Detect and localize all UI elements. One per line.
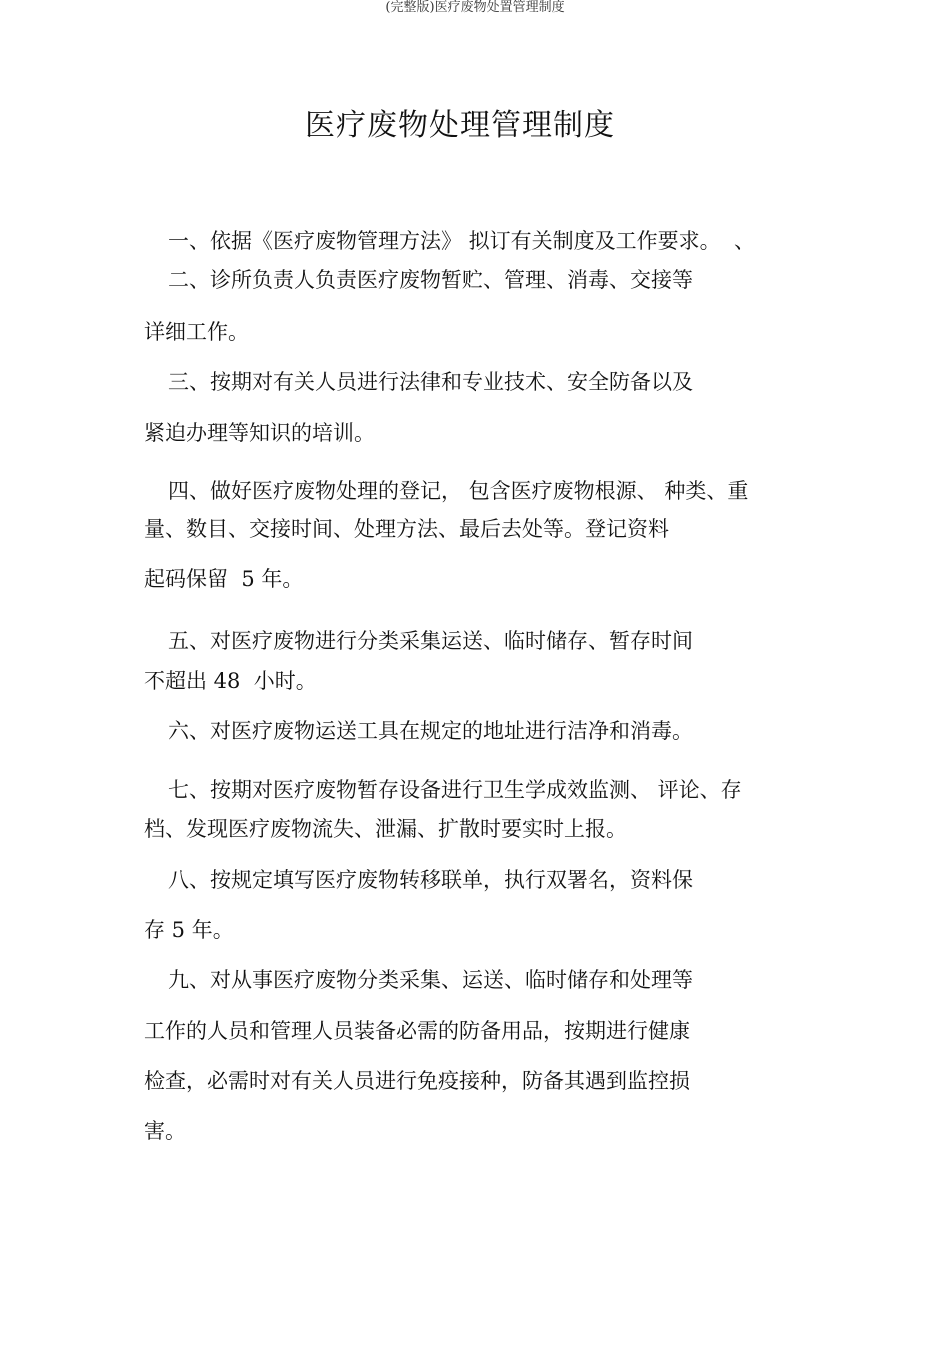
rule-9-line-2: 工作的人员和管理人员装备必需的防备用品，按期进行健康 (144, 1019, 690, 1043)
document-title: 医疗废物处理管理制度 (305, 108, 615, 143)
rule-3-line-2: 紧迫办理等知识的培训。 (144, 421, 375, 445)
rule-6-line-1: 六、对医疗废物运送工具在规定的地址进行洁净和消毒。 (168, 719, 693, 743)
rule-8-line-2: 存 5 年。 (144, 918, 234, 942)
rule-2-line-1: 二、诊所负责人负责医疗废物暂贮、管理、消毒、交接等 (168, 268, 693, 292)
rule-9-line-3: 检查，必需时对有关人员进行免疫接种，防备其遇到监控损 (144, 1069, 690, 1093)
rule-4-line-3: 起码保留 5 年。 (144, 567, 304, 591)
rule-5-line-1: 五、对医疗废物进行分类采集运送、临时储存、暂存时间 (168, 629, 693, 653)
rule-3-line-1: 三、按期对有关人员进行法律和专业技术、安全防备以及 (168, 370, 693, 394)
rule-9-line-1: 九、对从事医疗废物分类采集、运送、临时储存和处理等 (168, 968, 693, 992)
rule-8-line-1: 八、按规定填写医疗废物转移联单，执行双署名，资料保 (168, 868, 693, 892)
rule-7-line-1: 七、按期对医疗废物暂存设备进行卫生学成效监测、 评论、存 (168, 778, 742, 802)
rule-1-line-1: 一、依据《医疗废物管理方法》 拟订有关制度及工作要求。 、 (168, 229, 756, 253)
rule-4-line-1: 四、做好医疗废物处理的登记， 包含医疗废物根源、 种类、重 (168, 479, 749, 503)
page-header: (完整版)医疗废物处置管理制度 (385, 0, 565, 15)
rule-5-line-2: 不超出 48 小时。 (144, 669, 317, 693)
rule-2-line-2: 详细工作。 (144, 320, 249, 344)
rule-7-line-2: 档、发现医疗废物流失、泄漏、扩散时要实时上报。 (144, 817, 627, 841)
rule-4-line-2: 量、数目、交接时间、处理方法、最后去处等。登记资料 (144, 517, 669, 541)
rule-9-line-4: 害。 (144, 1119, 186, 1143)
